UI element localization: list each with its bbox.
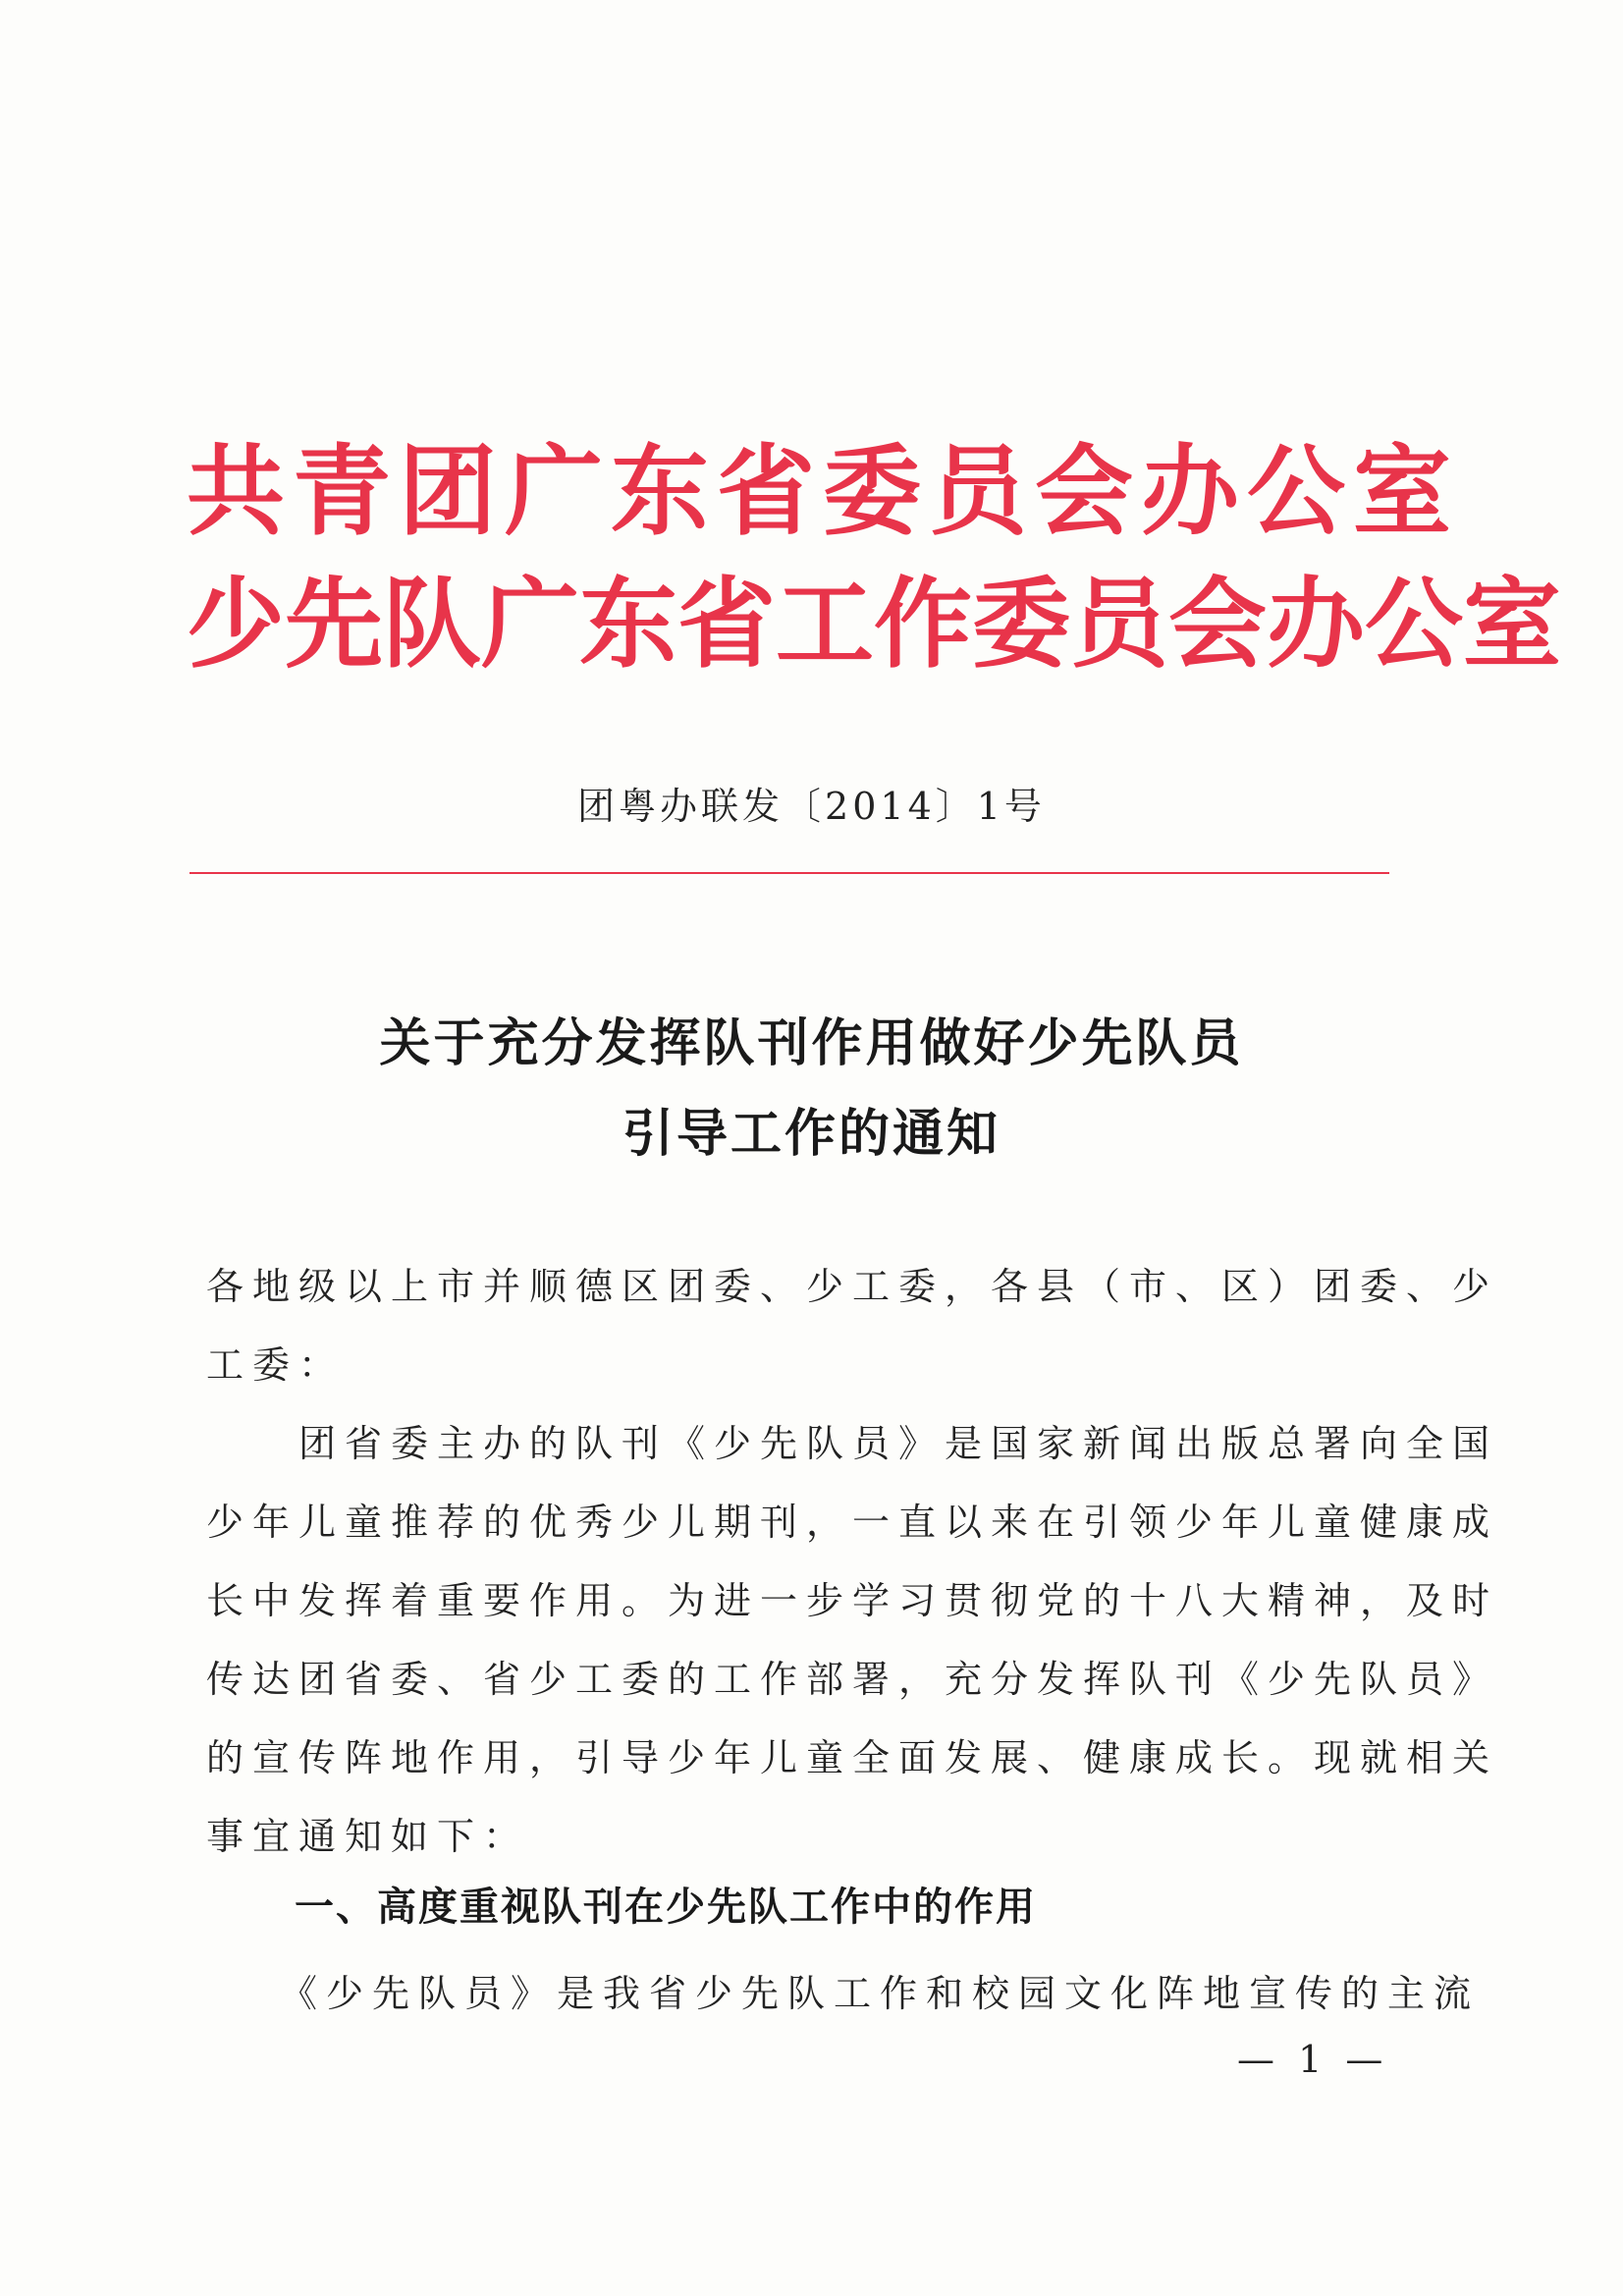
section-heading: 一、高度重视队刊在少先队工作中的作用 [295, 1885, 1037, 1930]
paragraph-line: 的宣传阵地作用，引导少年儿童全面发展、健康成长。现就相关 [206, 1736, 1499, 1779]
addressee-block [206, 1247, 1499, 1404]
document-title-line-1: 关于充分发挥队刊作用做好少先队员 [379, 1013, 1244, 1073]
document-number: 团粤办联发〔2014〕1号 [577, 785, 1046, 828]
red-divider-rule [189, 872, 1389, 874]
section-paragraph [206, 1954, 1481, 2033]
paragraph-line: 传达团省委、省少工委的工作部署，充分发挥队刊《少先队员》 [206, 1658, 1499, 1701]
page-number: — 1 — [1237, 2038, 1389, 2081]
paragraph-line: 事宜通知如下： [206, 1815, 530, 1858]
issuer-header-line-1: 共青团广东省委员会办公室 [187, 433, 1459, 549]
paragraph-line: 少年儿童推荐的优秀少儿期刊，一直以来在引领少年儿童健康成 [206, 1501, 1499, 1544]
issuer-header-line-2: 少先队广东省工作委员会办公室 [187, 566, 1561, 682]
intro-paragraph [206, 1404, 1499, 1876]
addressee-line: 各地级以上市并顺德区团委、少工委，各县（市、区）团委、少 [206, 1265, 1499, 1308]
addressee-line: 工委： [206, 1343, 346, 1387]
paragraph-line: 《少先队员》是我省少先队工作和校园文化阵地宣传的主流 [206, 1972, 1481, 2015]
paragraph-line: 团省委主办的队刊《少先队员》是国家新闻出版总署向全国 [206, 1422, 1499, 1465]
paragraph-line: 长中发挥着重要作用。为进一步学习贯彻党的十八大精神，及时 [206, 1579, 1499, 1622]
document-title-line-2: 引导工作的通知 [622, 1104, 1001, 1164]
